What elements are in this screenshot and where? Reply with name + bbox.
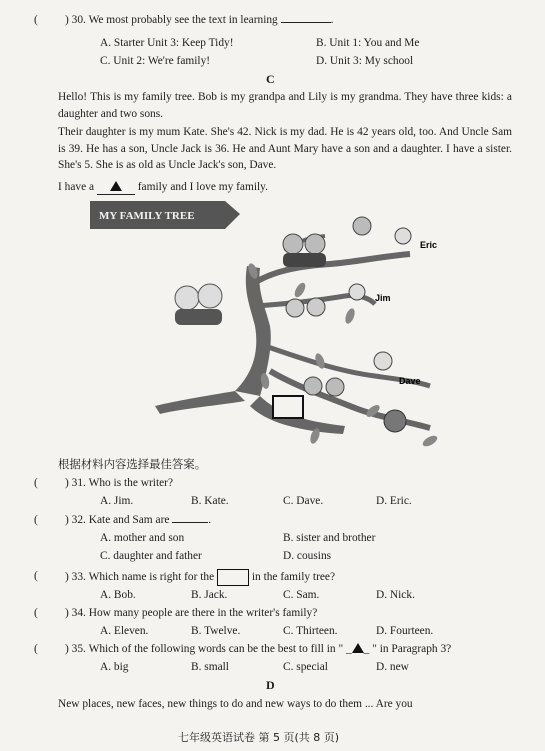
q31-option-c: C. Dave. [283,495,324,507]
cousin-portrait [304,377,322,395]
passage-paragraph-2: Their daughter is my mum Kate. She's 42. Nick is my dad. He is 42 years old, too. And Uncle Sam is 39. He has a son, Uncle Jack is 36. He and Aunt Mary have a son and a daughter. I have a sister. She's 5. She is as old as Uncle Jack's son, Dave. [58,126,512,171]
q33-option-d: D. Nick. [376,589,415,601]
q32-option-d: D. cousins [283,550,332,562]
q34-option-a: A. Eleven. [100,625,149,637]
answer-blank[interactable] [97,180,135,195]
tree-box-icon [217,569,249,586]
answer-paren: ( [34,607,38,619]
uncle-portrait [286,299,304,317]
q35-option-d: D. new [376,661,409,673]
q30-stem: ) 30. We most probably see the text in learning . [65,14,334,26]
instruction-text: 根据材料内容选择最佳答案。 [58,459,207,471]
section-heading-d: D [266,678,275,692]
q31-option-b: B. Kate. [191,495,229,507]
q34-option-b: B. Twelve. [191,625,241,637]
tree-blank-box [273,396,303,418]
tree-banner [90,201,240,229]
q30-option-d: D. Unit 3: My school [316,55,414,67]
passage-d-first-line: New places, new faces, new things to do and new ways to do them ... Are you [58,698,413,710]
family-tree-illustration [85,196,445,451]
q31-stem: ) 31. Who is the writer? [65,477,174,489]
q33-option-a: A. Bob. [100,589,136,601]
q33-option-b: B. Jack. [191,589,228,601]
tree-banner-text: MY FAMILY TREE [99,210,195,222]
q35-option-b: B. small [191,661,229,673]
q30-option-a: A. Starter Unit 3: Keep Tidy! [100,37,234,49]
cousin-portrait [326,378,344,396]
q33-option-c: C. Sam. [283,589,320,601]
q35-stem: ) 35. Which of the following words can be the best to fill in " _ _ " in Paragraph 3? [65,643,452,655]
answer-paren: ( [34,14,38,26]
q32-option-a: A. mother and son [100,532,185,544]
answer-paren: ( [34,514,38,526]
answer-paren: ( [34,570,38,582]
q32-stem: ) 32. Kate and Sam are . [65,514,212,526]
q35-option-c: C. special [283,661,328,673]
passage-paragraph-3: I have a family and I love my family. [58,181,268,193]
name-label-dave: Dave [399,376,421,386]
sister-portrait [384,410,406,432]
q32-option-b: B. sister and brother [283,532,376,544]
answer-paren: ( [34,477,38,489]
eric-portrait [395,228,411,244]
q34-option-d: D. Fourteen. [376,625,434,637]
q31-option-a: A. Jim. [100,495,134,507]
q34-option-c: C. Thirteen. [283,625,338,637]
triangle-icon [110,181,122,191]
passage-paragraph-1: Hello! This is my family tree. Bob is my grandpa and Lily is my grandma. They have three kids: a daughter and two sons. [58,91,512,120]
name-label-jim: Jim [375,293,391,303]
aunt-portrait [307,298,325,316]
section-heading-c: C [266,72,275,86]
q34-stem: ) 34. How many people are there in the writer's family? [65,607,318,619]
child-portrait [353,217,371,235]
answer-blank[interactable] [281,22,331,23]
answer-paren: ( [34,643,38,655]
grandparents-portrait [175,284,222,325]
q30-option-b: B. Unit 1: You and Me [316,37,420,49]
page-footer: 七年级英语试卷 第 5 页(共 8 页) [178,731,340,744]
q32-option-c: C. daughter and father [100,550,202,562]
q35-option-a: A. big [100,661,129,673]
dave-portrait [374,352,392,370]
q31-option-d: D. Eric. [376,495,412,507]
q33-stem: ) 33. Which name is right for the in the family tree? [65,569,335,586]
answer-blank[interactable] [172,522,208,523]
triangle-icon [352,643,364,653]
name-label-eric: Eric [420,240,438,250]
jim-portrait [349,284,365,300]
q30-option-c: C. Unit 2: We're family! [100,55,211,67]
